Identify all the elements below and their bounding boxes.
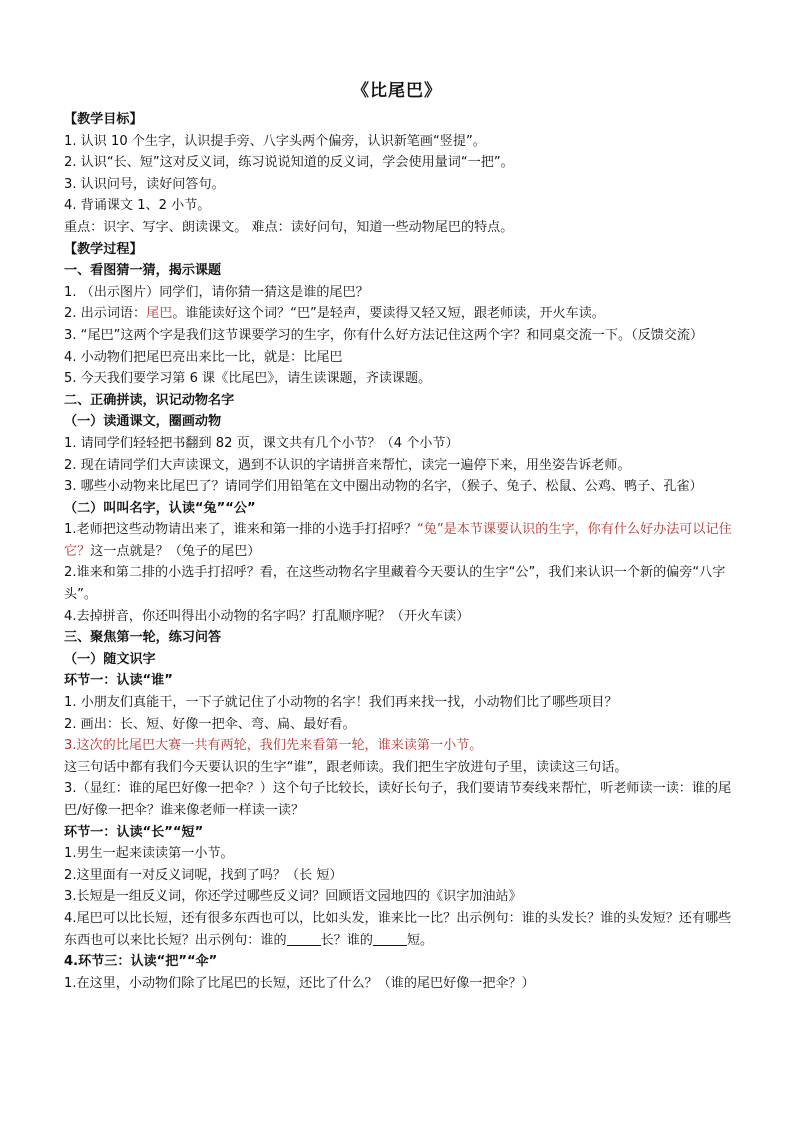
paragraph: 3.长短是一组反义词，你还学过哪些反义词？回顾语文园地四的《识字加油站》 <box>64 889 522 905</box>
goals-heading: 【教学目标】 <box>64 112 143 127</box>
text-run: 4.尾巴可以比长短，还有很多东西也可以，比如头发，谁来比一比？出示例句：谁的头发长？谁的头发短？还有哪些东西也可以来比长短？出示例句：谁的 <box>64 910 732 948</box>
goal-item: 1. 认识 10 个生字，认识提手旁、八字头两个偏旁，认识新笔画“竖提”。 <box>64 133 486 149</box>
step-heading: 4.环节三：认读“把”“伞” <box>64 954 218 970</box>
paragraph: 这三句话中都有我们今天要认识的生字“谁”，跟老师读。我们把生字放进句子里，读读这三句话。 <box>64 759 628 775</box>
section-heading: 一、看图猜一猜，揭示课题 <box>64 263 222 279</box>
paragraph: 1.男生一起来读读第一小节。 <box>64 846 234 862</box>
goal-item: 2. 认识“长、短”这对反义词，练习说说知道的反义词，学会使用量词“一把”。 <box>64 155 514 171</box>
step-heading: 环节一：认读“谁” <box>64 673 173 689</box>
text-run: 。谁能读好这个词？“巴”是轻声，要读得又轻又短，跟老师读，开火车读。 <box>172 306 605 322</box>
text-run: 这一点就是？（兔子的尾巴） <box>90 543 261 559</box>
paragraph: 3.（显红：谁的尾巴好像一把伞？）这个句子比较长，读好长句子，我们要请节奏线来帮忙，听老师读一读：谁的尾巴/好像一把伞？谁来像老师一样读一读？ <box>64 781 732 818</box>
paragraph: 4.去掉拼音，你还叫得出小动物的名字吗？打乱顺序呢？（开火车读） <box>64 608 470 624</box>
paragraph: 2. 画出：长、短、好像一把伞、弯、扁、最好看。 <box>64 716 356 732</box>
document-title: 《比尾巴》 <box>352 81 442 101</box>
paragraph: 1. 小朋友们真能干，一下子就记住了小动物的名字！我们再来找一找，小动物们比了哪些项目？ <box>64 695 618 711</box>
highlight-text: “兔”是本节课要认识的生字，你有什么好办法可以记住它？ <box>64 522 732 559</box>
highlight-text: 尾巴 <box>146 306 173 322</box>
step-heading: 环节一：认读“长”“短” <box>64 824 204 840</box>
subsection-heading: （一）读通课文，圈画动物 <box>64 414 222 430</box>
paragraph: 1. 请同学们轻轻把书翻到 82 页，课文共有几个小节？（4 个小节） <box>64 435 459 451</box>
paragraph: 4. 小动物们把尾巴亮出来比一比，就是：比尾巴 <box>64 349 343 365</box>
section-heading: 二、正确拼读，识记动物名字 <box>64 392 235 408</box>
paragraph: 2.这里面有一对反义词呢，找到了吗？（长 短） <box>64 867 343 883</box>
subsection-heading: （二）叫叫名字，认读“兔”“公” <box>64 500 256 516</box>
focus-line: 重点：识字、写字、朗读课文。 难点：读好问句，知道一些动物尾巴的特点。 <box>64 219 514 235</box>
goal-item: 3. 认识问号，读好问答句。 <box>64 176 225 192</box>
fill-blank <box>373 931 407 946</box>
paragraph: 2.谁来和第二排的小选手打招呼？看，在这些动物名字里藏着今天要认的生字“公”，我们来认识一个新的偏旁“八字头”。 <box>64 565 726 603</box>
highlight-paragraph: 3.这次的比尾巴大赛一共有两轮，我们先来看第一轮，谁来读第一小节。 <box>64 738 483 754</box>
paragraph: 3. “尾巴”这两个字是我们这节课要学习的生字，你有什么好方法记住这两个字？和同桌交流一下。（反馈交流） <box>64 327 704 343</box>
paragraph: 2. 现在请同学们大声读课文，遇到不认识的字请拼音来帮忙，读完一遍停下来，用坐姿告诉老师。 <box>64 457 631 473</box>
goal-item: 4. 背诵课文 1、2 小节。 <box>64 198 211 214</box>
paragraph: 3. 哪些小动物来比尾巴了？请同学们用铅笔在文中圈出动物的名字，（猴子、兔子、松鼠、公鸡、鸭子、孔雀） <box>64 479 703 495</box>
text-run: 2. 出示词语： <box>64 306 147 322</box>
section-heading: 三、聚焦第一轮，练习问答 <box>64 630 222 646</box>
paragraph: 5. 今天我们要学习第 6 课《比尾巴》，请生读课题，齐读课题。 <box>64 371 432 387</box>
text-run: 短。 <box>406 932 434 948</box>
process-heading: 【教学过程】 <box>64 241 143 257</box>
subsection-heading: （一）随文识字 <box>64 651 156 667</box>
paragraph: 1. （出示图片）同学们，请你猜一猜这是谁的尾巴？ <box>64 284 369 300</box>
paragraph <box>64 303 736 325</box>
paragraph: 1.在这里，小动物们除了比尾巴的长短，还比了什么？（谁的尾巴好像一把伞？） <box>64 975 535 991</box>
document-body <box>64 109 736 994</box>
fill-blank <box>287 931 321 946</box>
text-run: 1.老师把这些动物请出来了，谁来和第一排的小选手打招呼？ <box>64 522 417 538</box>
text-run: 长？谁的 <box>320 932 373 948</box>
paragraph <box>64 519 736 562</box>
paragraph <box>64 908 736 951</box>
